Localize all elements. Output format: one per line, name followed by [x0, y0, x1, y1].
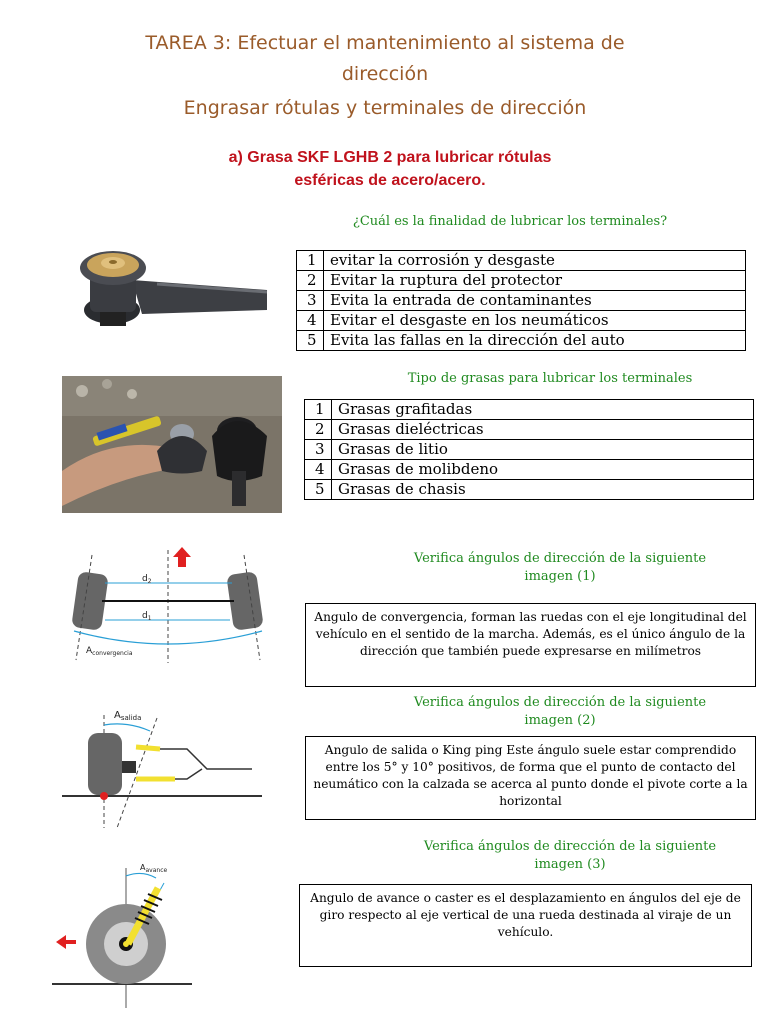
title-line-2: dirección	[341, 63, 429, 85]
list-row	[297, 331, 746, 351]
list-row	[297, 251, 746, 271]
angle-salida-label: A	[114, 710, 121, 721]
row-number: 5	[297, 331, 324, 351]
row-number: 5	[305, 480, 332, 500]
row-text: Evitar la ruptura del protector	[324, 271, 746, 291]
svg-text:d1	[142, 611, 152, 622]
kingpin-diagram	[62, 703, 274, 830]
page-title	[120, 28, 650, 90]
angle-salida-sub-label: salida	[120, 714, 142, 722]
list-row	[305, 460, 754, 480]
row-number: 1	[297, 251, 324, 271]
row-text: evitar la corrosión y desgaste	[324, 251, 746, 271]
list-row	[305, 420, 754, 440]
angle-convergence-sub-label: convergencia	[92, 650, 133, 657]
svg-text:Aconvergencia	[86, 646, 133, 657]
verify-3-prompt	[370, 838, 768, 874]
tie-rod-end-photo	[62, 228, 274, 338]
caster-diagram	[52, 858, 192, 1010]
convergence-diagram	[62, 545, 274, 665]
list-row	[305, 440, 754, 460]
list-row	[305, 400, 754, 420]
list-row	[297, 311, 746, 331]
row-number: 4	[305, 460, 332, 480]
verify-1-line-1: Verifica ángulos de dirección de la siguiente	[413, 551, 707, 566]
svg-text:d2	[142, 574, 152, 585]
d2-label: d	[142, 574, 148, 584]
row-text: Evitar el desgaste en los neumáticos	[324, 311, 746, 331]
verify-3-answer: Angulo de avance o caster es el desplazamiento en ángulos del eje de giro respecto al eje vertical de una rueda destinada al viraje de un vehículo.	[299, 884, 752, 967]
row-number: 2	[305, 420, 332, 440]
page-subtitle: Engrasar rótulas y terminales de dirección	[183, 97, 587, 119]
d1-sub-label: 1	[147, 615, 152, 622]
list-row	[297, 271, 746, 291]
list-row	[297, 291, 746, 311]
verify-2-line-1: Verifica ángulos de dirección de la siguiente	[413, 695, 707, 710]
verify-3-line-1: Verifica ángulos de dirección de la siguiente	[423, 839, 717, 854]
svg-text:Asalida	[114, 710, 141, 722]
section-a-heading	[190, 146, 590, 192]
angle-convergence-label: A	[86, 646, 93, 656]
angle-avance-sub-label: avance	[145, 867, 168, 874]
row-number: 3	[305, 440, 332, 460]
row-text: Grasas de molibdeno	[332, 460, 754, 480]
verify-1-line-2: imagen (1)	[524, 569, 596, 584]
row-number: 2	[297, 271, 324, 291]
greasing-photo	[62, 376, 282, 513]
list-row	[305, 480, 754, 500]
verify-1-prompt	[360, 550, 760, 586]
svg-text:Aavance	[140, 863, 167, 874]
verify-2-answer: Angulo de salida o King ping Este ángulo suele estar comprendido entre los 5° y 10° positivos, de forma que el punto de contacto del neumático con la calzada se acerca al punto donde el pivote corte a la horizontal	[305, 736, 756, 820]
section-a-line-2: esféricas de acero/acero.	[294, 172, 486, 189]
row-text: Grasas de chasis	[332, 480, 754, 500]
angle-avance-label: A	[140, 863, 146, 872]
d2-sub-label: 2	[147, 578, 152, 585]
row-text: Grasas dieléctricas	[332, 420, 754, 440]
row-number: 3	[297, 291, 324, 311]
row-text: Evita las fallas en la dirección del auto	[324, 331, 746, 351]
question-2: Tipo de grasas para lubricar los terminales	[407, 371, 693, 386]
row-number: 1	[305, 400, 332, 420]
verify-2-line-2: imagen (2)	[524, 713, 596, 728]
d1-label: d	[142, 611, 148, 621]
section-a-line-1: a) Grasa SKF LGHB 2 para lubricar rótulas	[228, 149, 552, 166]
answer-list-2	[304, 399, 754, 500]
question-1: ¿Cuál es la finalidad de lubricar los terminales?	[352, 214, 668, 229]
title-line-1: TAREA 3: Efectuar el mantenimiento al sistema de	[145, 32, 625, 54]
verify-2-prompt	[360, 694, 760, 730]
row-text: Grasas grafitadas	[332, 400, 754, 420]
row-text: Evita la entrada de contaminantes	[324, 291, 746, 311]
row-text: Grasas de litio	[332, 440, 754, 460]
verify-3-line-2: imagen (3)	[534, 857, 606, 872]
answer-list-1	[296, 250, 746, 351]
row-number: 4	[297, 311, 324, 331]
verify-1-answer: Angulo de convergencia, forman las ruedas con el eje longitudinal del vehículo en el sentido de la marcha. Además, es el único ángulo de la dirección que también puede expresarse en milímetros	[305, 603, 756, 687]
